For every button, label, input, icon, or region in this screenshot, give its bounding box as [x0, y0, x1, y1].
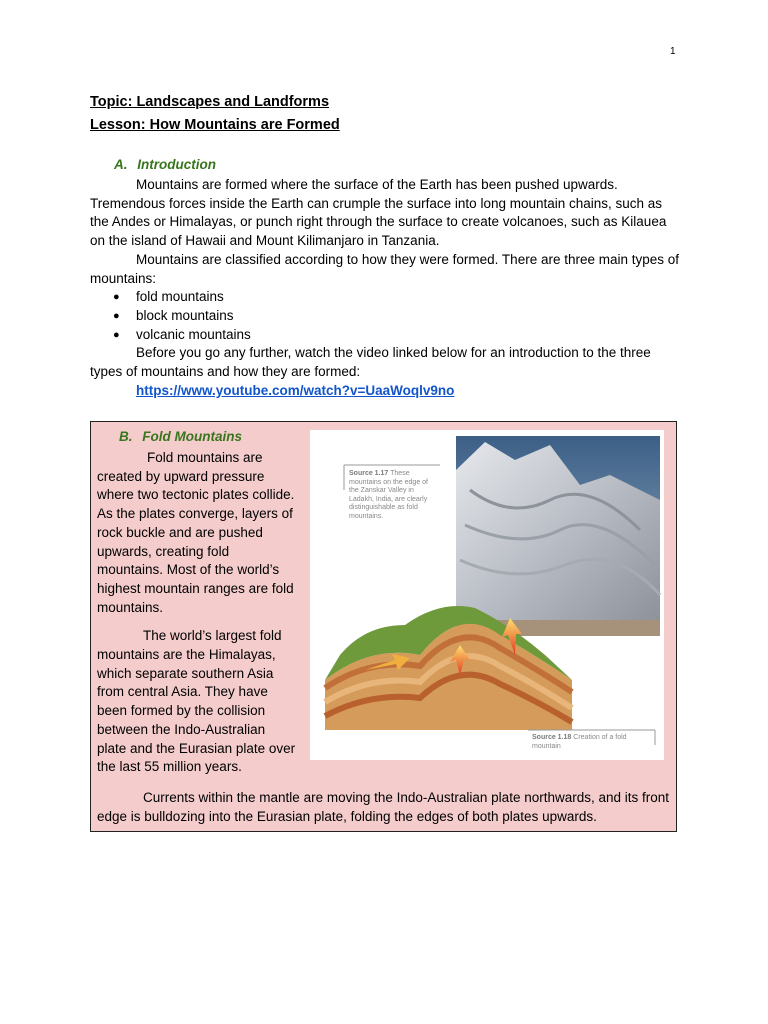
- mantle-currents-text: [97, 789, 672, 826]
- bullet-icon: ●: [113, 328, 120, 341]
- video-link[interactable]: https://www.youtube.com/watch?v=UaaWoqlv9no: [136, 382, 455, 398]
- topic-heading: Topic: Landscapes and Landforms: [90, 94, 330, 110]
- intro-paragraph-3: Before you go any further, watch the video linked below for an introduction to the three types of mountains and how they are formed:: [90, 345, 651, 380]
- bullet-icon: ●: [113, 309, 120, 322]
- fold-paragraph-1: Fold mountains are created by upward pressure where two tectonic plates collide. As the plates converge, layers of rock buckle and are pushed upwards, creating fold mountains. Most of the world’s highest mountain ranges are fold mountains.: [97, 450, 295, 615]
- fold-paragraph-3: Currents within the mantle are moving the Indo-Australian plate northwards, and its front edge is bulldozing into the Eurasian plate, folding the edges of both plates upwards.: [97, 790, 670, 824]
- section-a-marker: A.: [114, 157, 128, 172]
- list-item: ● block mountains: [90, 307, 680, 326]
- figure-caption-1: Source 1.17 These mountains on the edge of the Zanskar Valley in Ladakh, India, are clearly distinguishable as fold mountains.: [349, 470, 429, 520]
- section-b-marker: B.: [119, 429, 133, 444]
- list-item: ● volcanic mountains: [90, 326, 680, 345]
- fold-mountains-text: [97, 449, 297, 787]
- intro-paragraph-2: Mountains are classified according to how they were formed. There are three main types of mountains:: [90, 251, 680, 286]
- mountain-photo: [456, 436, 660, 636]
- page-number: 1: [670, 46, 676, 57]
- section-b-title-text: Fold Mountains: [142, 429, 242, 444]
- bullet-icon: ●: [113, 291, 120, 304]
- lesson-heading: Lesson: How Mountains are Formed: [90, 117, 340, 133]
- list-item: ● fold mountains: [90, 288, 680, 307]
- fold-paragraph-2: The world’s largest fold mountains are the Himalayas, which separate southern Asia from central Asia. They have been formed by the collision between the Indo-Australian plate and the Eurasian plate over the last 55 million years.: [97, 628, 296, 775]
- section-a-title: [114, 157, 216, 172]
- section-a-title-text: Introduction: [137, 157, 216, 172]
- fold-mountain-figure: [310, 430, 664, 760]
- introduction-body: [90, 176, 680, 400]
- intro-paragraph-1: Mountains are formed where the surface of the Earth has been pushed upwards. Tremendous forces inside the Earth can crumple the surface into long mountain chains, such as the Andes or Himalayas, or punch right through the surface to create volcanoes, such as Kilauea on the island of Hawaii and Mount Kilimanjaro in Tanzania.: [90, 177, 667, 249]
- section-b-title: [119, 429, 242, 444]
- figure-caption-2: Source 1.18 Creation of a fold mountain: [532, 734, 627, 750]
- fold-mountains-box: [90, 421, 677, 832]
- mountain-types-list: [90, 288, 680, 344]
